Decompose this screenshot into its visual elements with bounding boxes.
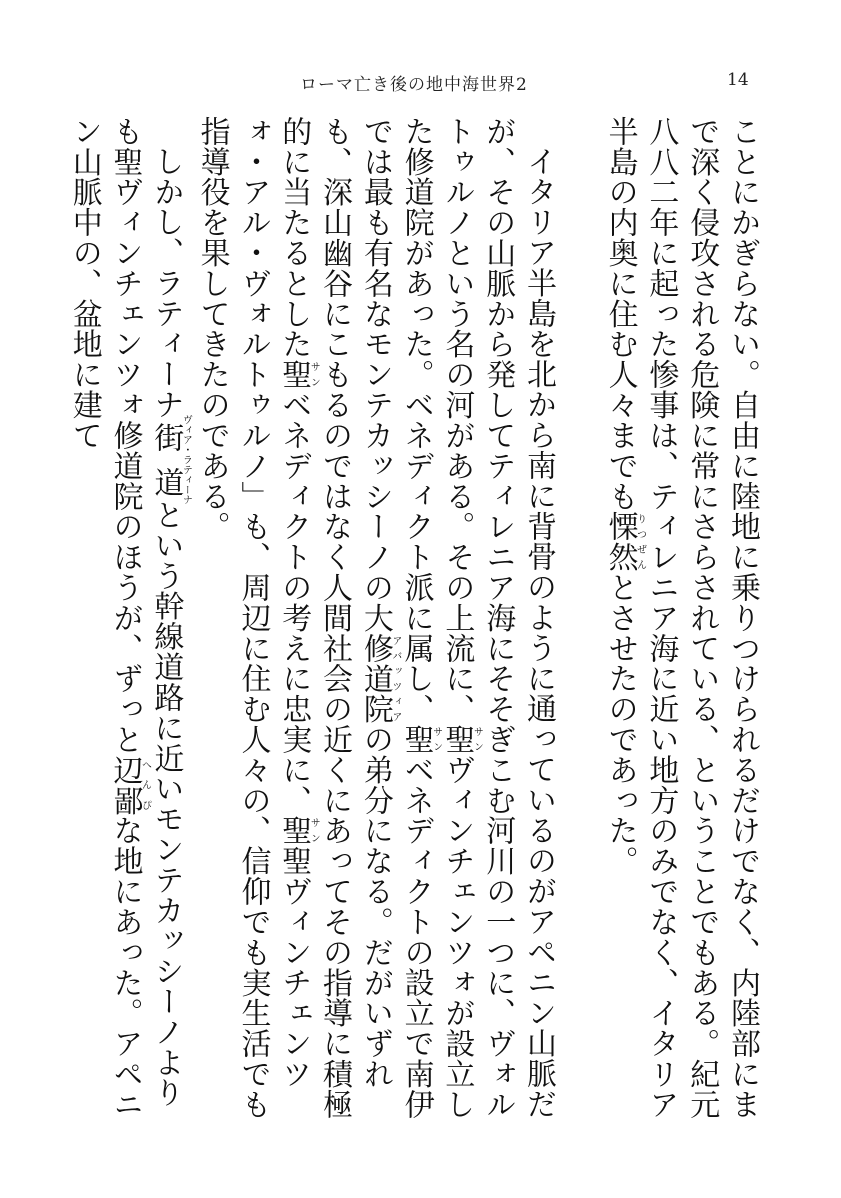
ruby-annotation: 聖サン <box>276 815 320 846</box>
ruby-reading: サン <box>471 724 483 755</box>
ruby-annotation: 修道院アバッツィア <box>357 632 401 725</box>
paragraph-2: イタリア半島を北から南に背骨のように通っているのがアペニン山脈だが、その山脈から発してティレニア海にそそぎこむ河川の一つに、ヴォルトゥルノという名の河がある。その上流に、聖サンヴィンチェンツォが設立した修道院があった。ベネディクト派に属し、聖サンベネディクトの設立で南伊では最も有名なモンテカッシーノの大修道院アバッツィアの弟分になる。だがいずれも、深山幽谷にこもるのではなく人間社会の近くにあってその指導に積極的に当たるとした聖サンベネディクトの考えに忠実に、聖サン聖ヴィンチェンツォ・アル・ヴォルトゥルノ」も、周辺に住む人々の、信仰でも実生活でも指導役を果してきたのである。 <box>194 116 557 1120</box>
paragraph-3: しかし、ラティーナ街道ヴィア・ラティーナという幹線道路に近いモンテカッシーノよりも聖ヴィンチェンツォ修道院のほうが、ずっと辺鄙へんぴな地にあった。アペニン山脈中の、盆地に建て <box>66 116 192 1120</box>
running-title: ローマ亡き後の地中海世界2 <box>300 75 528 95</box>
ruby-annotation: 辺鄙へんぴ <box>107 754 151 816</box>
ruby-annotation: 聖サン <box>276 359 320 390</box>
ruby-reading: アバッツィア <box>389 632 401 725</box>
ruby-reading: りつぜん <box>634 511 646 573</box>
ruby-reading: サン <box>430 724 442 755</box>
ruby-annotation: 慄然りつぜん <box>602 511 646 573</box>
ruby-reading: サン <box>308 815 320 846</box>
page-number: 14 <box>727 70 749 90</box>
ruby-annotation: 街道ヴィア・ラティーナ <box>148 414 192 505</box>
ruby-annotation: 聖サン <box>398 724 442 755</box>
vertical-body-text <box>66 116 762 1126</box>
ruby-reading: ヴィア・ラティーナ <box>180 414 192 505</box>
paragraph-1: ことにかぎらない。自由に陸地に乗りつけられるだけでなく、内陸部にまで深く侵攻される危険に常にさらされている、ということでもある。紀元八八二年に起った惨事は、ティレニア海に近い地方のみでなく、イタリア半島の内奥に住む人々までも慄然りつぜんとさせたのであった。 <box>602 116 760 1120</box>
ruby-reading: へんぴ <box>139 754 151 816</box>
ruby-annotation: 聖サン <box>439 724 483 755</box>
ruby-reading: サン <box>308 359 320 390</box>
blank-line <box>558 116 599 117</box>
